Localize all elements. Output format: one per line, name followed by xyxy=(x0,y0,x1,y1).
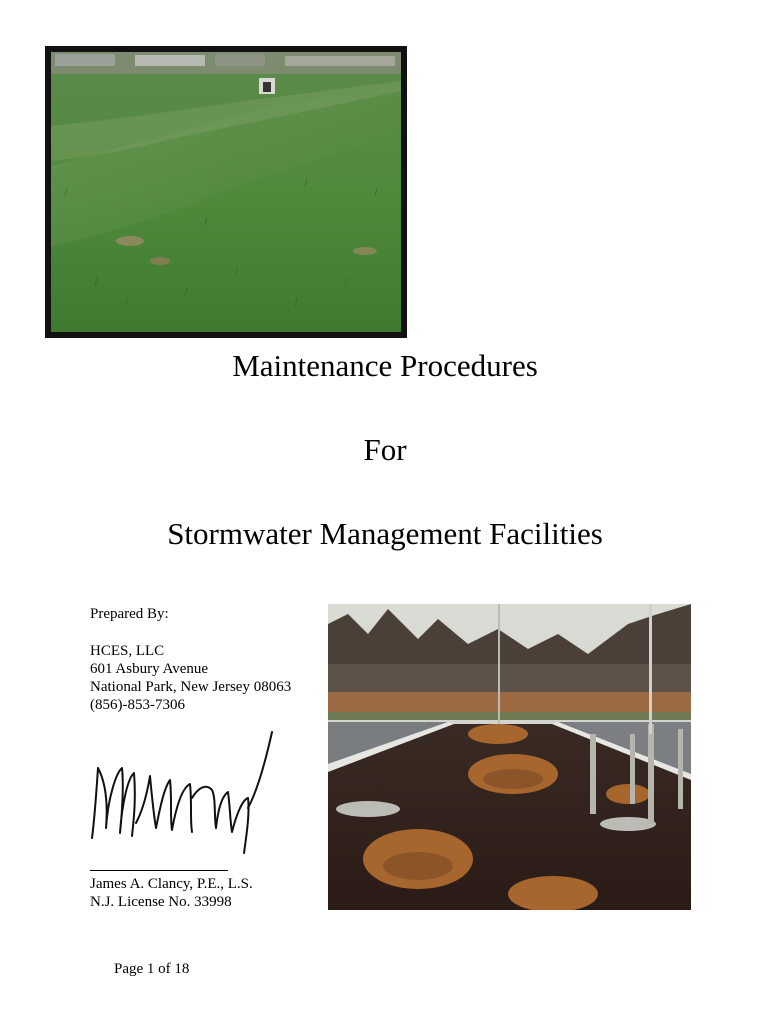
prepared-by-label: Prepared By: xyxy=(90,606,169,622)
company-phone: (856)-853-7306 xyxy=(90,697,185,713)
bioretention-photo xyxy=(328,604,691,910)
signer-name: James A. Clancy, P.E., L.S. xyxy=(90,876,253,892)
page-number: Page 1 of 18 xyxy=(114,961,190,977)
company-name: HCES, LLC xyxy=(90,643,165,659)
document-title-line-2: For xyxy=(363,432,407,467)
company-street: 601 Asbury Avenue xyxy=(90,661,209,677)
signer-license: N.J. License No. 33998 xyxy=(90,894,232,910)
basin-photo xyxy=(45,46,407,338)
signature-line xyxy=(90,870,228,871)
signer-block xyxy=(90,875,253,911)
handwritten-signature xyxy=(86,728,286,868)
document-title-line-3: Stormwater Management Facilities xyxy=(167,516,603,551)
document-title-line-1: Maintenance Procedures xyxy=(232,348,538,383)
company-city: National Park, New Jersey 08063 xyxy=(90,679,292,695)
company-address-block xyxy=(90,642,291,714)
